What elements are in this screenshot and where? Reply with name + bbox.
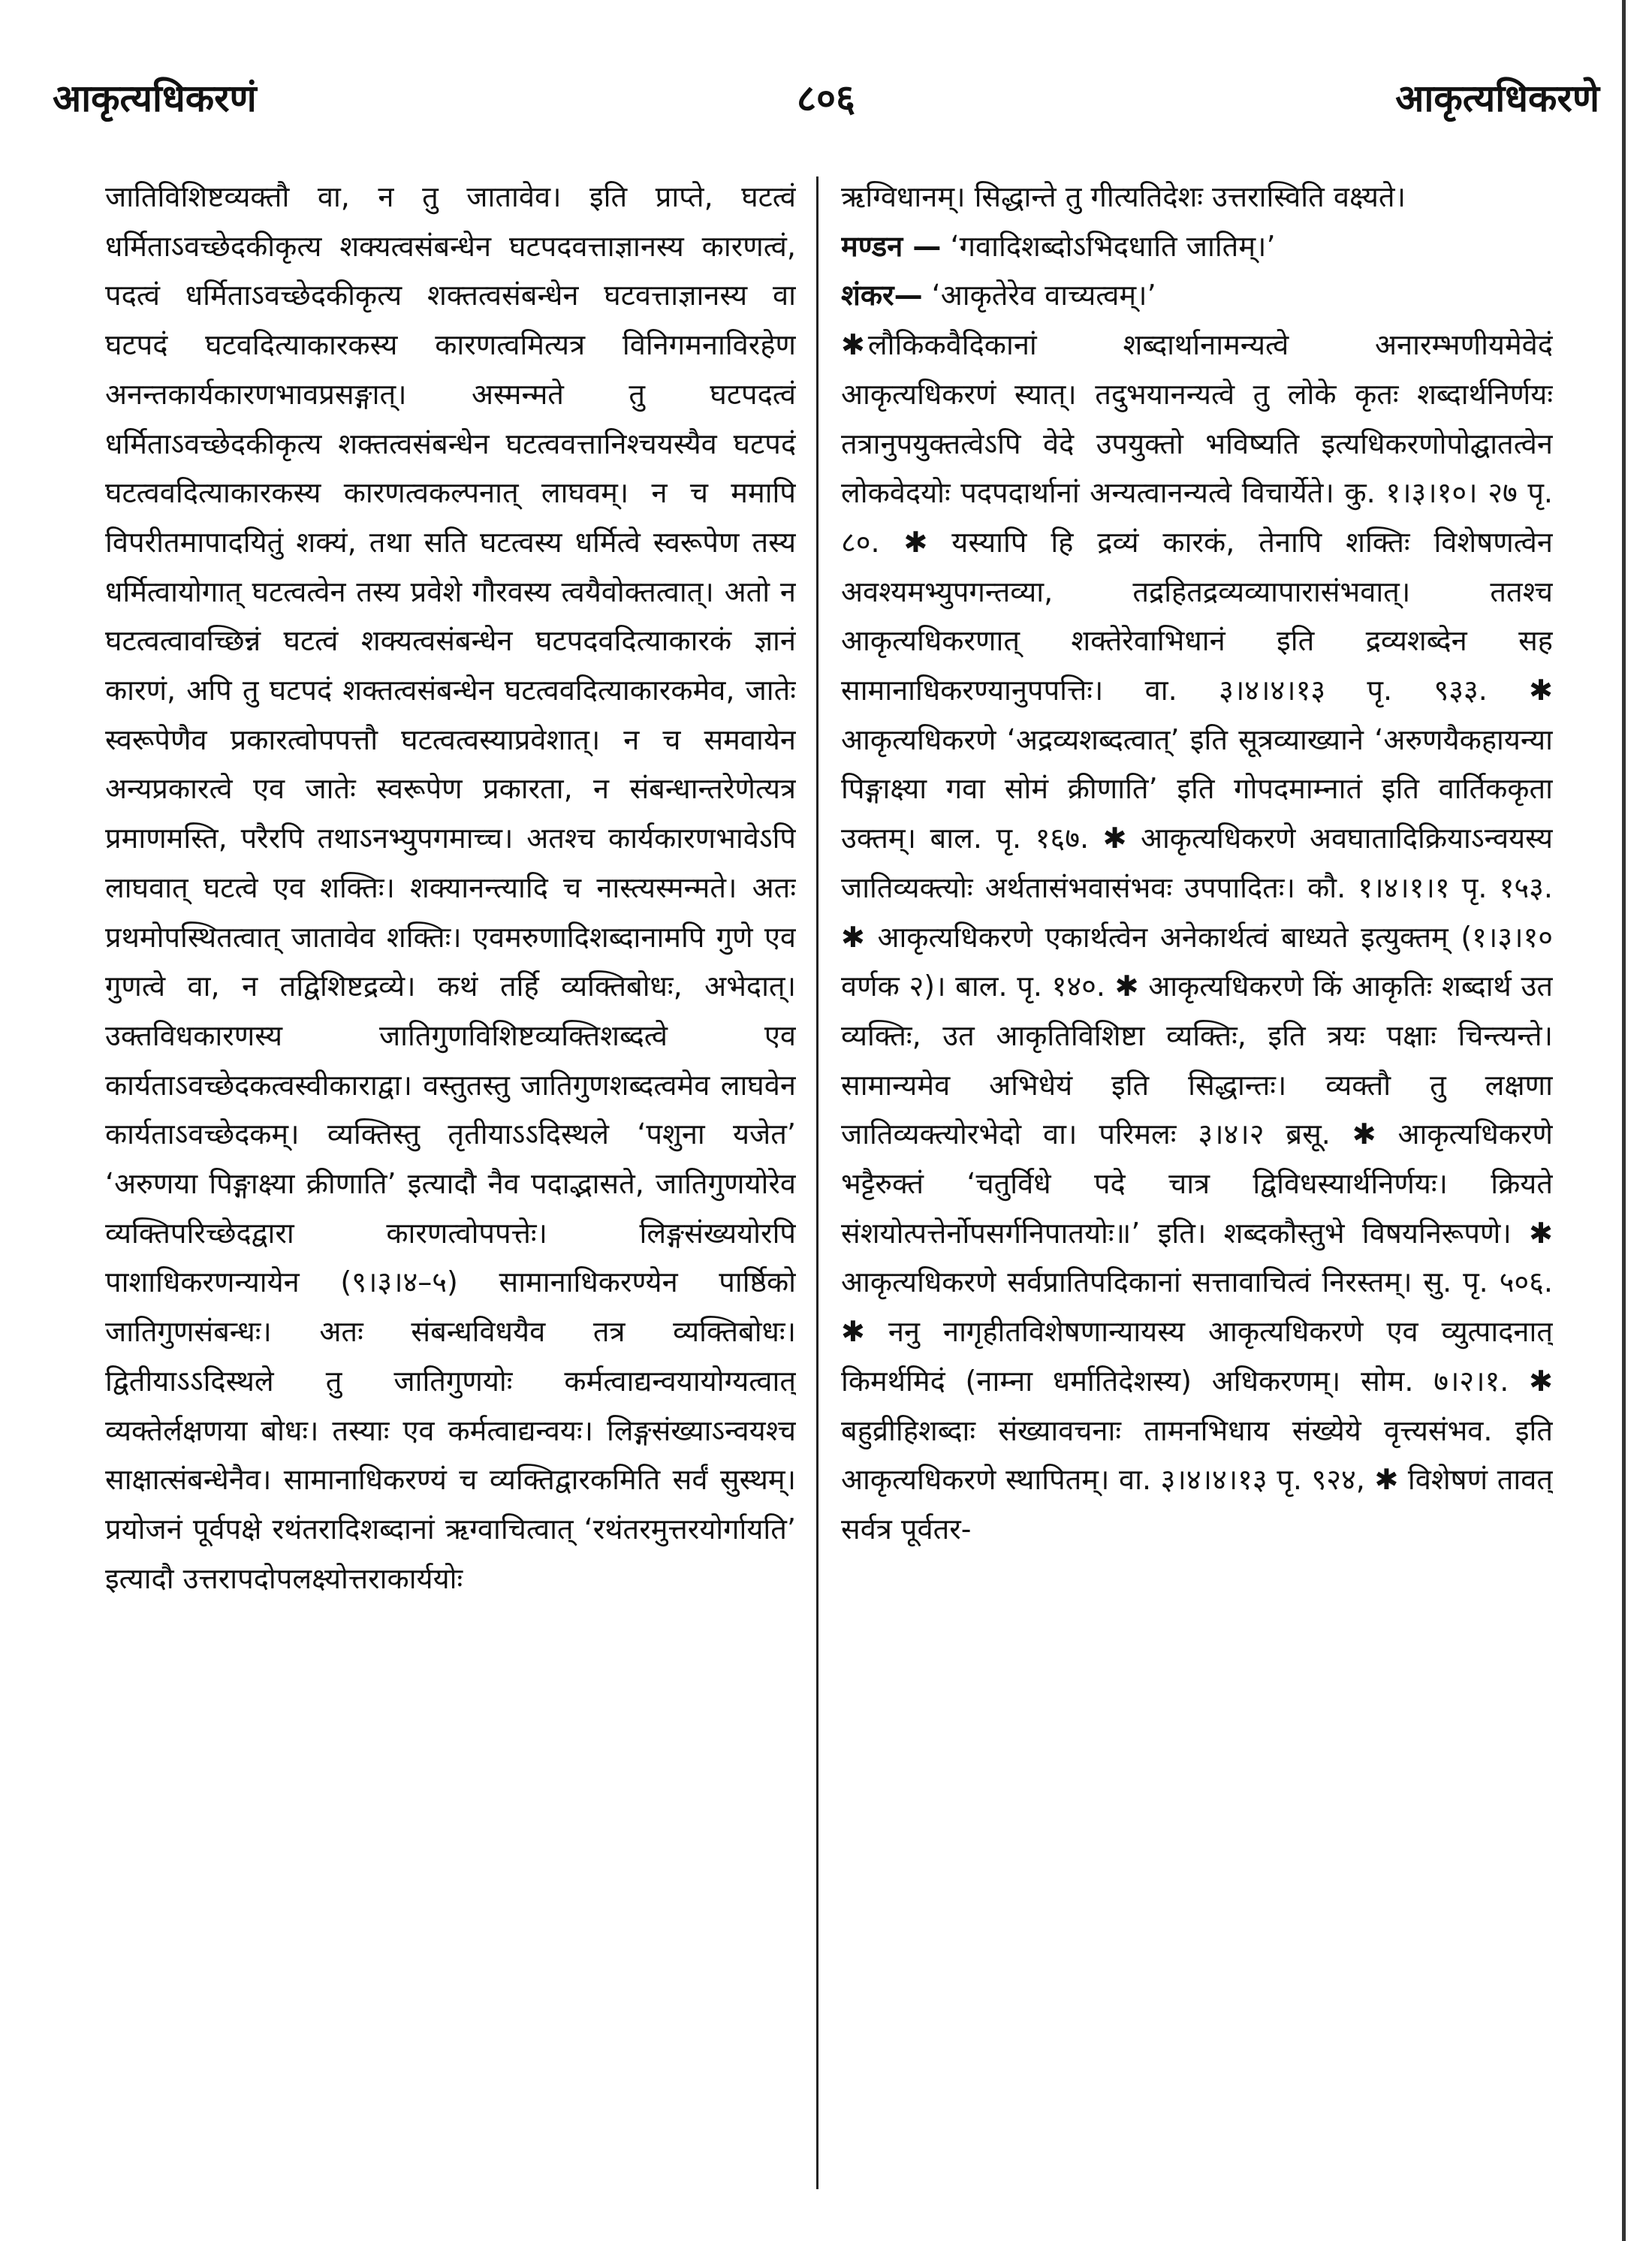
running-title-left: आकृत्यधिकरणं xyxy=(53,77,257,120)
debate-speaker: मण्डन — xyxy=(841,229,942,263)
debate-quote: ‘आकृतेरेव वाच्यत्वम्।’ xyxy=(931,279,1156,312)
left-column-text: जातिविशिष्टव्यक्तौ वा, न तु जातावेव। इति प्राप्ते, घटत्वं धर्मिताऽवच्छेदकीकृत्य शक्यत्वसंबन्धेन घटपदवत्ताज्ञानस्य कारणत्वं, पदत्वं धर्मिताऽवच्छेदकीकृत्य शक्तत्वसंबन्धेन घटवत्ताज्ञानस्य वा घटपदं घटवदित्याकारकस्य कारणत्वमित्यत्र विनिगमनाविरहेण अनन्तकार्यकारणभावप्रसङ्गात्। अस्मन्मते तु घटपदत्वं धर्मिताऽवच्छेदकीकृत्य शक्तत्वसंबन्धेन घटत्ववत्तानिश्चयस्यैव घटपदं घटत्ववदित्याकारकस्य कारणत्वकल्पनात् लाघवम्। न च ममापि विपरीतमापादयितुं शक्यं, तथा सति घटत्वस्य धर्मित्वे स्वरूपेण तस्य धर्मित्वायोगात् घटत्वत्वेन तस्य प्रवेशे गौरवस्य त्वयैवोक्तत्वात्। अतो न घटत्वत्वावच्छिन्नं घटत्वं शक्यत्वसंबन्धेन घटपदवदित्याकारकं ज्ञानं कारणं, अपि तु घटपदं शक्तत्वसंबन्धेन घटत्ववदित्याकारकमेव, जातेः स्वरूपेणैव प्रकारत्वोपपत्तौ घटत्वत्वस्याप्रवेशात्। न च समवायेन अन्यप्रकारत्वे एव जातेः स्वरूपेण प्रकारता, न संबन्धान्तरेणेत्यत्र प्रमाणमस्ति, परैरपि तथाऽनभ्युपगमाच्च। अतश्च कार्यकारणभावेऽपि लाघवात् घटत्वे एव शक्तिः। शक्यानन्त्यादि च नास्त्यस्मन्मते। अतः प्रथमोपस्थितत्वात् जातावेव शक्तिः। एवमरुणादिशब्दानामपि गुणे एव गुणत्वे वा, न तद्विशिष्टद्रव्ये। कथं तर्हि व्यक्तिबोधः, अभेदात्। उक्तविधकारणस्य जातिगुणविशिष्टव्यक्तिशब्दत्वे एव कार्यताऽवच्छेदकत्वस्वीकाराद्वा। वस्तुतस्तु जातिगुणशब्दत्वमेव लाघवेन कार्यताऽवच्छेदकम्। व्यक्तिस्तु तृतीयाऽऽदिस्थले ‘पशुना यजेत’ ‘अरुणया पिङ्गाक्ष्या क्रीणाति’ इत्यादौ नैव पदाद्भासते, जातिगुणयोरेव व्यक्तिपरिच्छेदद्वारा कारणत्वोपपत्तेः। लिङ्गसंख्ययोरपि पाशाधिकरणन्यायेन (९।३।४–५) सामानाधिकरण्येन पार्ष्ठिको जातिगुणसंबन्धः। अतः संबन्धविधयैव तत्र व्यक्तिबोधः। द्वितीयाऽऽदिस्थले तु जातिगुणयोः कर्मत्वाद्यन्वयायोग्यत्वात् व्यक्तेर्लक्षणया बोधः। तस्याः एव कर्मत्वाद्यन्वयः। लिङ्गसंख्याऽन्वयश्च साक्षात्संबन्धेनैव। सामानाधिकरण्यं च व्यक्तिद्वारकमिति सर्वं सुस्थम्। प्रयोजनं पूर्वपक्षे रथंतरादिशब्दानां ऋग्वाचित्वात् ‘रथंतरमुत्तरयोर्गायति’ इत्यादौ उत्तरापदोपलक्ष्योत्तराकार्ययोः xyxy=(105,180,796,1595)
page-edge xyxy=(1622,0,1626,2241)
debate-line-shankara xyxy=(841,271,1553,321)
debate-line-mandana xyxy=(841,222,1553,272)
debate-speaker: शंकर— xyxy=(841,279,923,312)
debate-quote: ‘गवादिशब्दोऽभिदधाति जातिम्।’ xyxy=(950,229,1276,263)
left-column xyxy=(105,173,796,2200)
running-title-right: आकृत्यधिकरणे xyxy=(1395,77,1599,120)
asterisk-icon: ✱ xyxy=(841,328,865,362)
references-body: लौकिकवैदिकानां शब्दार्थानामन्यत्वे अनारम्भणीयमेवेदं आकृत्यधिकरणं स्यात्। तदुभयानन्यत्वे तु लोके कृतः शब्दार्थनिर्णयः तत्रानुपयुक्तत्वेऽपि वेदे उपयुक्तो भविष्यति इत्यधिकरणोपोद्घातत्वेन लोकवेदयोः पदपदार्थानां अन्यत्वानन्यत्वे विचार्येते। कु. १।३।१०। २७ पृ. ८०. ✱ यस्यापि हि द्रव्यं कारकं, तेनापि शक्तिः विशेषणत्वेन अवश्यमभ्युपगन्तव्या, तद्रहितद्रव्यव्यापारासंभवात्। ततश्च आकृत्यधिकरणात् शक्तेरेवाभिधानं इति द्रव्यशब्देन सह सामानाधिकरण्यानुपपत्तिः। वा. ३।४।४।१३ पृ. ९३३. ✱ आकृत्यधिकरणे ‘अद्रव्यशब्दत्वात्’ इति सूत्रव्याख्याने ‘अरुणयैकहायन्या पिङ्गाक्ष्या गवा सोमं क्रीणाति’ इति गोपदमाम्नातं इति वार्तिककृता उक्तम्। बाल. पृ. १६७. ✱ आकृत्यधिकरणे अवघातादिक्रियाऽन्वयस्य जातिव्यक्त्योः अर्थतासंभवासंभवः उपपादितः। कौ. १।४।१।१ पृ. १५३. ✱ आकृत्यधिकरणे एकार्थत्वेन अनेकार्थत्वं बाध्यते इत्युक्तम् (१।३।१० वर्णक २)। बाल. पृ. १४०. ✱ आकृत्यधिकरणे किं आकृतिः शब्दार्थ उत व्यक्तिः, उत आकृतिविशिष्टा व्यक्तिः, इति त्रयः पक्षाः चिन्त्यन्ते। सामान्यमेव अभिधेयं इति सिद्धान्तः। व्यक्तौ तु लक्षणा जातिव्यक्त्योरभेदो वा। परिमलः ३।४।२ ब्रसू. ✱ आकृत्यधिकरणे भट्टैरुक्तं ‘चतुर्विधे पदे चात्र द्विविधस्यार्थनिर्णयः। क्रियते संशयोत्पत्तेर्नोपसर्गनिपातयोः॥’ इति। शब्दकौस्तुभे विषयनिरूपणे। ✱ आकृत्यधिकरणे सर्वप्रातिपदिकानां सत्तावाचित्वं निरस्तम्। सु. पृ. ५०६. ✱ ननु नागृहीतविशेषणान्यायस्य आकृत्यधिकरणे एव व्युत्पादनात् किमर्थमिदं (नाम्ना धर्मातिदेशस्य) अधिकरणम्। सोम. ७।२।१. ✱ बहुव्रीहिशब्दाः संख्यावचनाः तामनभिधाय संख्येये वृत्त्यसंभव. इति आकृत्यधिकरणे स्थापितम्। वा. ३।४।४।१३ पृ. ९२४, ✱ विशेषणं तावत् सर्वत्र पूर्वतर- xyxy=(841,328,1553,1546)
references-text xyxy=(841,321,1553,1555)
column-divider xyxy=(816,176,818,2189)
right-column xyxy=(841,173,1553,2200)
right-column-intro: ऋग्विधानम्। सिद्धान्ते तु गीत्यतिदेशः उत्तरास्विति वक्ष्यते। xyxy=(841,180,1406,213)
page-header xyxy=(53,71,1599,124)
page-number: ८०६ xyxy=(797,77,855,120)
